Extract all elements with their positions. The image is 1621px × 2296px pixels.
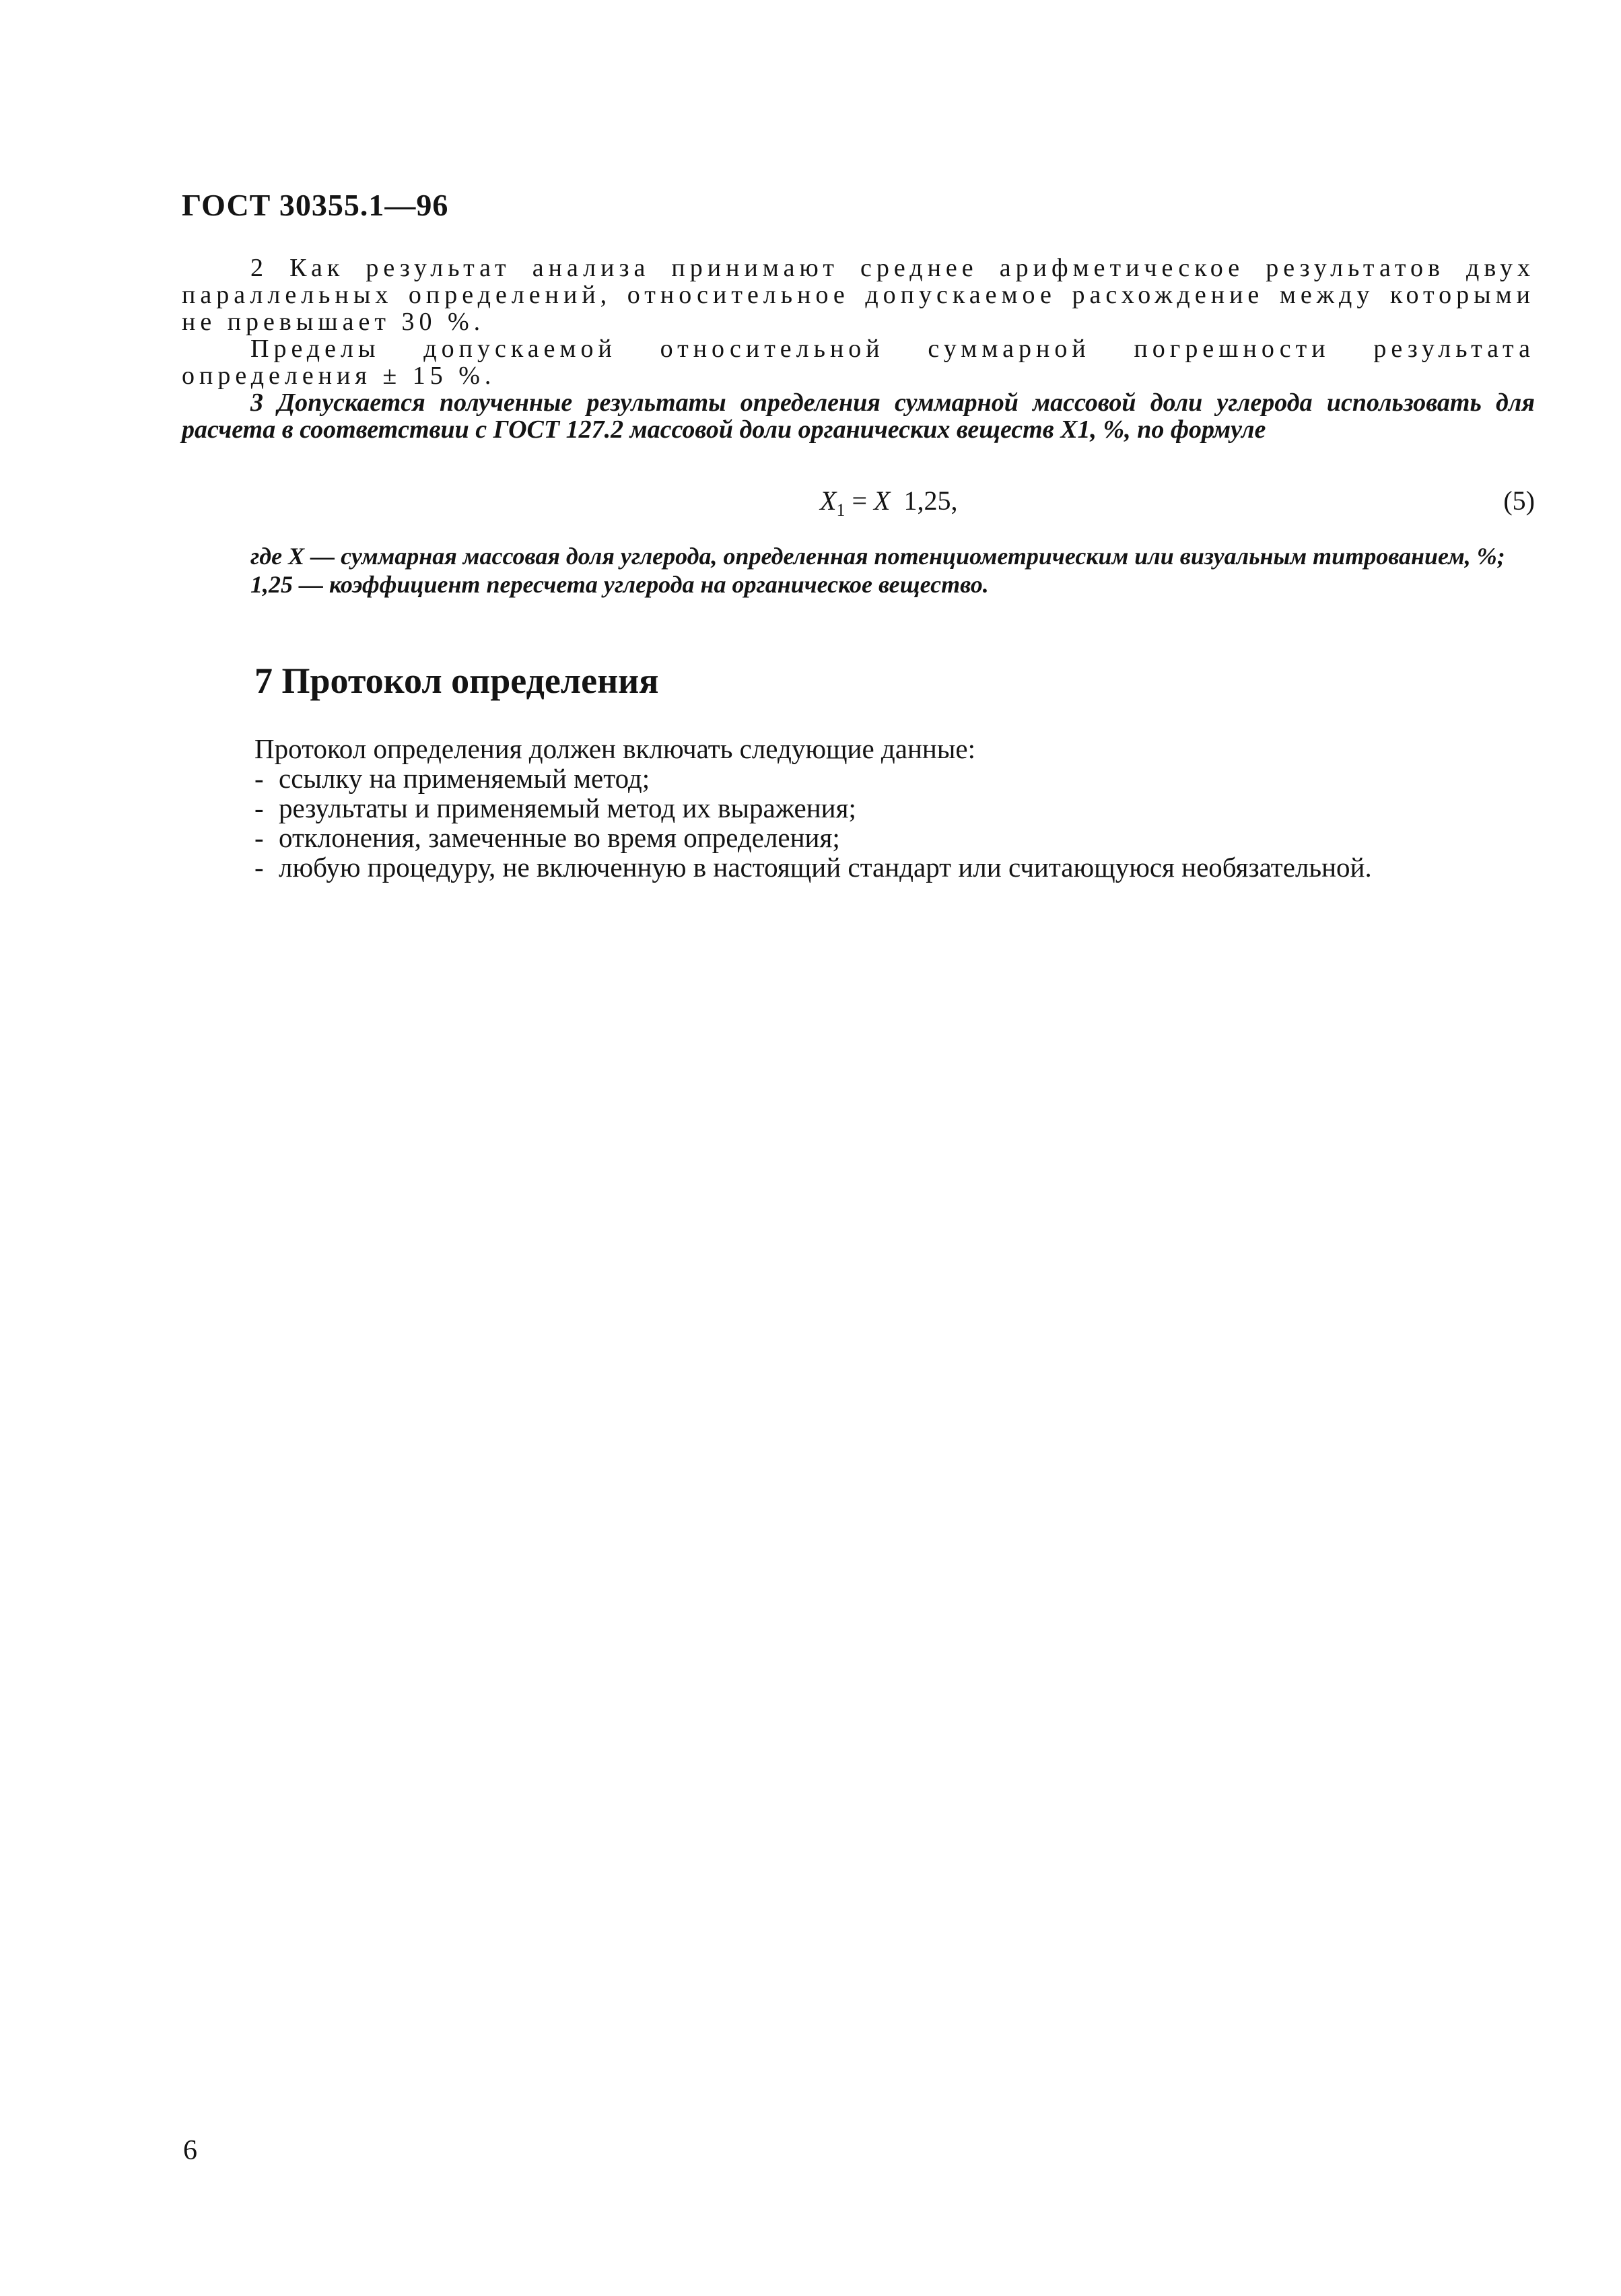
protocol-items-list <box>254 764 1554 882</box>
section-7-intro: Протокол определения должен включать следующие данные: <box>254 733 975 764</box>
section-7-title: 7 Протокол определения <box>254 661 659 701</box>
equation-number: (5) <box>1503 485 1535 516</box>
notes-block <box>182 255 1535 443</box>
list-item: - отклонения, замеченные во время определения; <box>254 822 840 853</box>
list-marker: - <box>254 792 264 823</box>
formula-factor: 1,25, <box>903 485 958 516</box>
list-item: - любую процедуру, не включенную в настоящий стандарт или считающуюся необязательной. <box>254 852 1372 883</box>
list-item: - результаты и применяемый метод их выражения; <box>254 792 856 823</box>
list-marker: - <box>254 822 264 853</box>
definition-x: где X — суммарная массовая доля углерода, определенная потенциометрическим или визуальным титрованием, %; <box>250 543 1505 570</box>
list-marker: - <box>254 852 264 883</box>
document-code-header: ГОСТ 30355.1—96 <box>182 188 449 222</box>
formula-lhs-var: X <box>820 485 837 516</box>
list-item: - ссылку на применяемый метод; <box>254 763 650 794</box>
formula-equals: = <box>852 485 867 516</box>
page-number: 6 <box>183 2135 197 2166</box>
formula-definitions <box>182 542 1535 599</box>
definition-coefficient: 1,25 — коэффициент пересчета углерода на органическое вещество. <box>250 571 989 598</box>
note-2-paragraph: 2 Как результат анализа принимают среднее арифметическое результатов двух параллельных определений, относительное допускаемое расхождение между которыми не превышает 30 %. <box>182 254 1535 336</box>
section-7-body <box>254 734 1554 882</box>
formula-lhs-subscript: 1 <box>836 500 846 520</box>
formula-row <box>182 485 1535 518</box>
note-3-paragraph: 3 Допускается полученные результаты определения суммарной массовой доли углерода использовать для расчета в соответствии с ГОСТ 127.2 массовой доли органических веществ X1, %, по формуле <box>182 389 1535 444</box>
note-2-error-limits: Пределы допускаемой относительной суммарной погрешности результата определения ± 15 %. <box>182 335 1535 390</box>
formula-5 <box>820 485 957 520</box>
formula-rhs-var: X <box>874 485 891 516</box>
list-marker: - <box>254 763 264 794</box>
